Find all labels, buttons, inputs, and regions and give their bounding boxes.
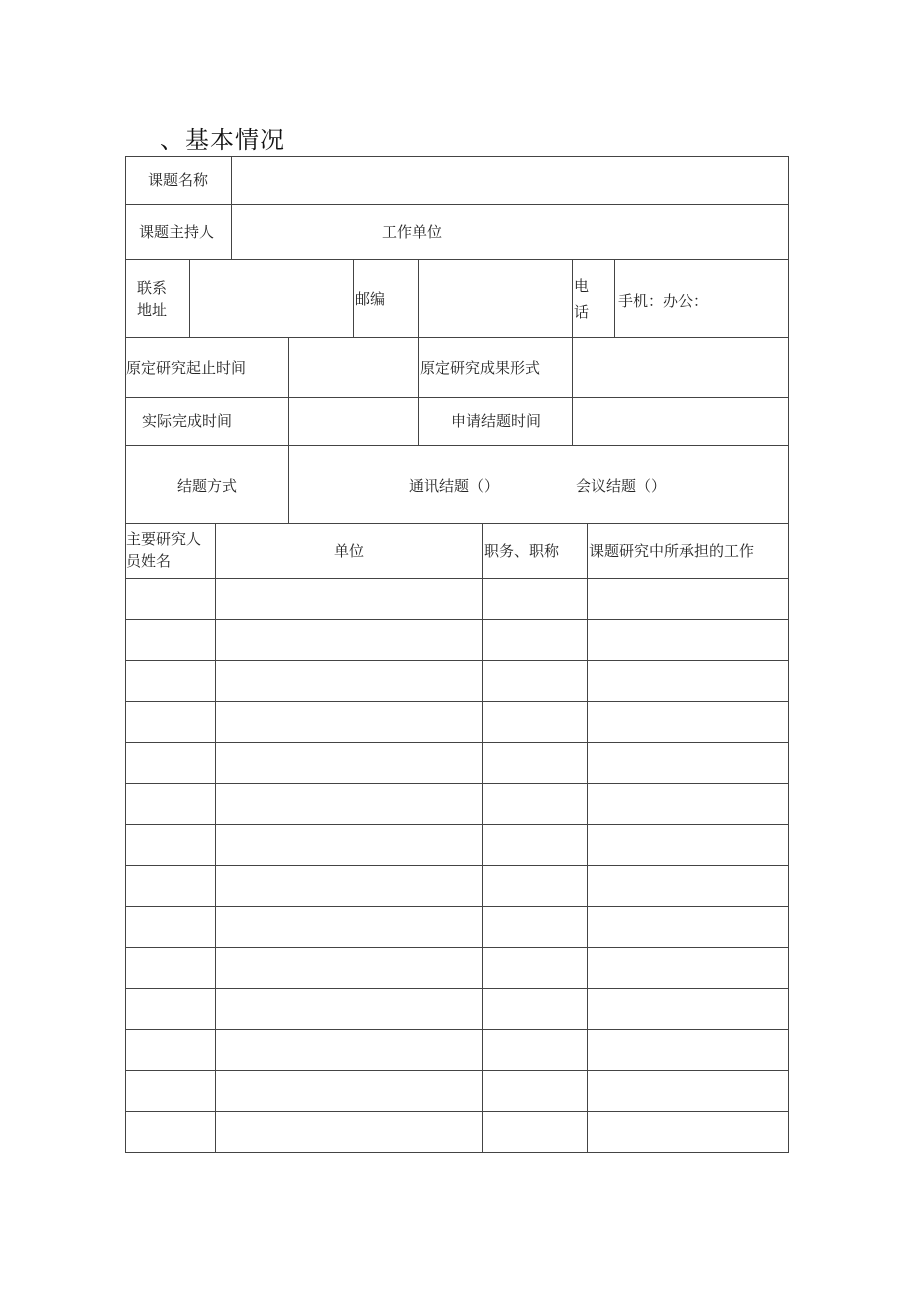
method-label: 结题方式 xyxy=(177,477,238,495)
member-name-cell[interactable] xyxy=(126,866,215,905)
member-name-cell[interactable] xyxy=(126,661,215,700)
member-task-cell[interactable] xyxy=(588,661,788,700)
member-unit-cell[interactable] xyxy=(216,866,482,905)
member-unit-cell[interactable] xyxy=(216,661,482,700)
member-task-cell[interactable] xyxy=(588,579,788,618)
member-name-cell[interactable] xyxy=(126,579,215,618)
member-task-cell[interactable] xyxy=(588,866,788,905)
member-task-cell[interactable] xyxy=(588,989,788,1028)
apply-time-label: 申请结题时间 xyxy=(451,412,542,430)
member-name-cell[interactable] xyxy=(126,825,215,864)
method-option-meeting[interactable]: 会议结题（） xyxy=(576,477,667,495)
member-task-cell[interactable] xyxy=(588,702,788,741)
header-position: 职务、职称 xyxy=(484,542,560,560)
table-border-bottom xyxy=(125,1152,789,1153)
col-divider xyxy=(353,259,354,337)
member-name-cell[interactable] xyxy=(126,702,215,741)
member-unit-cell[interactable] xyxy=(216,1071,482,1110)
member-position-cell[interactable] xyxy=(483,1071,587,1110)
member-position-cell[interactable] xyxy=(483,1112,587,1151)
member-position-cell[interactable] xyxy=(483,579,587,618)
member-unit-cell[interactable] xyxy=(216,1030,482,1069)
member-unit-cell[interactable] xyxy=(216,825,482,864)
postcode-field[interactable] xyxy=(419,260,572,337)
phone-value[interactable]: 手机：办公： xyxy=(618,292,709,310)
member-task-cell[interactable] xyxy=(588,907,788,946)
member-name-cell[interactable] xyxy=(126,620,215,659)
member-position-cell[interactable] xyxy=(483,784,587,823)
member-unit-cell[interactable] xyxy=(216,702,482,741)
header-task: 课题研究中所承担的工作 xyxy=(589,542,755,560)
planned-time-field[interactable] xyxy=(289,338,418,397)
col-divider xyxy=(572,259,573,337)
row-divider xyxy=(125,523,789,524)
topic-name-label: 课题名称 xyxy=(148,171,209,189)
planned-result-field[interactable] xyxy=(573,338,788,397)
member-unit-cell[interactable] xyxy=(216,989,482,1028)
member-name-cell[interactable] xyxy=(126,1071,215,1110)
member-task-cell[interactable] xyxy=(588,1030,788,1069)
member-task-cell[interactable] xyxy=(588,620,788,659)
member-task-cell[interactable] xyxy=(588,1071,788,1110)
member-task-cell[interactable] xyxy=(588,784,788,823)
member-unit-cell[interactable] xyxy=(216,579,482,618)
actual-time-label: 实际完成时间 xyxy=(142,412,233,430)
address-label: 联系 地址 xyxy=(137,279,168,319)
member-unit-cell[interactable] xyxy=(216,907,482,946)
member-task-cell[interactable] xyxy=(588,1112,788,1151)
apply-time-field[interactable] xyxy=(573,398,788,445)
address-field[interactable] xyxy=(190,260,353,337)
row-divider xyxy=(125,445,789,446)
table-border-right xyxy=(788,156,789,1152)
member-name-cell[interactable] xyxy=(126,1112,215,1151)
header-unit: 单位 xyxy=(334,542,365,560)
planned-result-label: 原定研究成果形式 xyxy=(420,359,541,377)
phone-label: 电 话 xyxy=(574,277,590,321)
actual-time-field[interactable] xyxy=(289,398,418,445)
planned-time-label: 原定研究起止时间 xyxy=(126,359,247,377)
col-divider xyxy=(418,337,419,445)
member-unit-cell[interactable] xyxy=(216,948,482,987)
member-position-cell[interactable] xyxy=(483,907,587,946)
member-name-cell[interactable] xyxy=(126,784,215,823)
member-task-cell[interactable] xyxy=(588,948,788,987)
member-position-cell[interactable] xyxy=(483,661,587,700)
topic-name-field[interactable] xyxy=(232,157,788,204)
member-task-cell[interactable] xyxy=(588,825,788,864)
member-unit-cell[interactable] xyxy=(216,743,482,782)
member-name-cell[interactable] xyxy=(126,948,215,987)
member-position-cell[interactable] xyxy=(483,702,587,741)
member-position-cell[interactable] xyxy=(483,866,587,905)
member-unit-cell[interactable] xyxy=(216,620,482,659)
method-option-mail[interactable]: 通讯结题（） xyxy=(409,477,500,495)
member-task-cell[interactable] xyxy=(588,743,788,782)
col-divider xyxy=(614,259,615,337)
host-field[interactable] xyxy=(232,205,372,259)
member-name-cell[interactable] xyxy=(126,989,215,1028)
work-unit-label: 工作单位 xyxy=(382,223,443,241)
section-title: 、基本情况 xyxy=(160,126,285,154)
member-name-cell[interactable] xyxy=(126,907,215,946)
member-name-cell[interactable] xyxy=(126,743,215,782)
member-unit-cell[interactable] xyxy=(216,784,482,823)
host-label: 课题主持人 xyxy=(139,223,215,241)
postcode-label: 邮编 xyxy=(355,290,386,308)
member-position-cell[interactable] xyxy=(483,948,587,987)
member-position-cell[interactable] xyxy=(483,1030,587,1069)
member-position-cell[interactable] xyxy=(483,989,587,1028)
member-position-cell[interactable] xyxy=(483,825,587,864)
member-position-cell[interactable] xyxy=(483,743,587,782)
work-unit-field[interactable] xyxy=(460,205,788,259)
member-name-cell[interactable] xyxy=(126,1030,215,1069)
member-unit-cell[interactable] xyxy=(216,1112,482,1151)
member-position-cell[interactable] xyxy=(483,620,587,659)
header-member-name: 主要研究人 员姓名 xyxy=(126,530,202,570)
